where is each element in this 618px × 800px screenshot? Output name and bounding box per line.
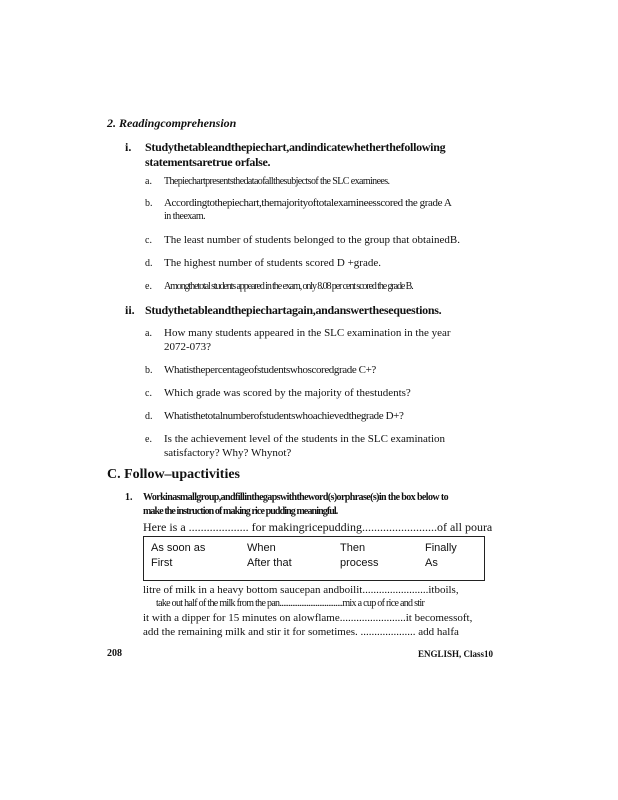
section-heading-follow-up: C. Follow–upactivities bbox=[107, 467, 240, 482]
item-letter: b. bbox=[145, 198, 153, 209]
item-letter: d. bbox=[145, 411, 153, 422]
word-box-item: As bbox=[425, 557, 438, 569]
part-i-title-line1: Studythetableandthepiechart,andindicatewhetherthefollowing bbox=[145, 140, 446, 154]
item-letter: a. bbox=[145, 328, 152, 339]
item-letter: b. bbox=[145, 365, 153, 376]
statement-text: Amongthetotal students appeared in the exam, only 8.08 per cent scored the grade B. bbox=[164, 281, 413, 292]
question-text: Whatisthetotalnumberofstudentswhoachievedthegrade D+? bbox=[164, 410, 404, 422]
question-text: How many students appeared in the SLC examination in the year bbox=[164, 327, 451, 339]
word-box-item: After that bbox=[247, 557, 292, 569]
statement-text: The highest number of students scored D +grade. bbox=[164, 257, 381, 269]
word-box bbox=[143, 536, 485, 581]
statement-text: Thepiechartpresentsthedataofallthesubjectsof the SLC examinees. bbox=[164, 176, 390, 187]
item-letter: c. bbox=[145, 388, 152, 399]
question-text-cont: 2072-073? bbox=[164, 341, 212, 353]
passage-line: add the remaining milk and stir it for sometimes. .................... add halfa bbox=[143, 626, 459, 638]
question-text: Whatisthepercentageofstudentswhoscoredgrade C+? bbox=[164, 364, 376, 376]
part-i-title-line2: statementsaretrue orfalse. bbox=[145, 155, 271, 169]
item-letter: e. bbox=[145, 281, 152, 292]
statement-text: Accordingtothepiechart,themajorityoftotalexamineesscored the grade A bbox=[164, 197, 452, 209]
task-number: 1. bbox=[125, 492, 133, 503]
section-heading-reading: 2. Readingcomprehension bbox=[107, 116, 237, 130]
word-box-item: As soon as bbox=[151, 542, 206, 554]
part-ii-title: Studythetableandthepiechartagain,andanswerthesequestions. bbox=[145, 303, 442, 317]
part-i-number: i. bbox=[125, 140, 132, 154]
passage-line: take out half of the milk from the pan...................................mix a cup of rice and stir bbox=[156, 598, 425, 609]
word-box-item: Finally bbox=[425, 542, 457, 554]
question-text: Is the achievement level of the students in the SLC examination bbox=[164, 433, 446, 445]
passage-line: it with a dipper for 15 minutes on alowflame........................it becomessoft, bbox=[143, 612, 473, 624]
item-letter: d. bbox=[145, 258, 153, 269]
statement-text-cont: in theexam. bbox=[164, 211, 206, 222]
word-box-item: First bbox=[151, 557, 173, 569]
part-ii-number: ii. bbox=[125, 303, 135, 317]
question-text: Which grade was scored by the majority of thestudents? bbox=[164, 387, 411, 399]
statement-text: The least number of students belonged to the group that obtainedB. bbox=[164, 234, 461, 246]
task-instruction-line1: Workinasmallgroup,andfillinthegapswiththeword(s)orphrase(s)in the box below to bbox=[143, 492, 448, 503]
footer-book-title: ENGLISH, Class10 bbox=[418, 649, 494, 659]
word-box-item: process bbox=[340, 557, 379, 569]
item-letter: c. bbox=[145, 235, 152, 246]
item-letter: a. bbox=[145, 176, 152, 187]
passage-line: litre of milk in a heavy bottom saucepan andboilit........................itboils, bbox=[143, 584, 459, 596]
task-instruction-line2: make the instruction of making rice pudding meaningful. bbox=[143, 506, 338, 517]
question-text-cont: satisfactory? Why? Whynot? bbox=[164, 447, 292, 459]
item-letter: e. bbox=[145, 434, 152, 445]
passage-lead-line: Here is a .................... for makingricepudding.........................of all poura bbox=[143, 520, 493, 534]
word-box-item: Then bbox=[340, 542, 366, 554]
word-box-item: When bbox=[247, 542, 276, 554]
page-number: 208 bbox=[107, 648, 122, 659]
